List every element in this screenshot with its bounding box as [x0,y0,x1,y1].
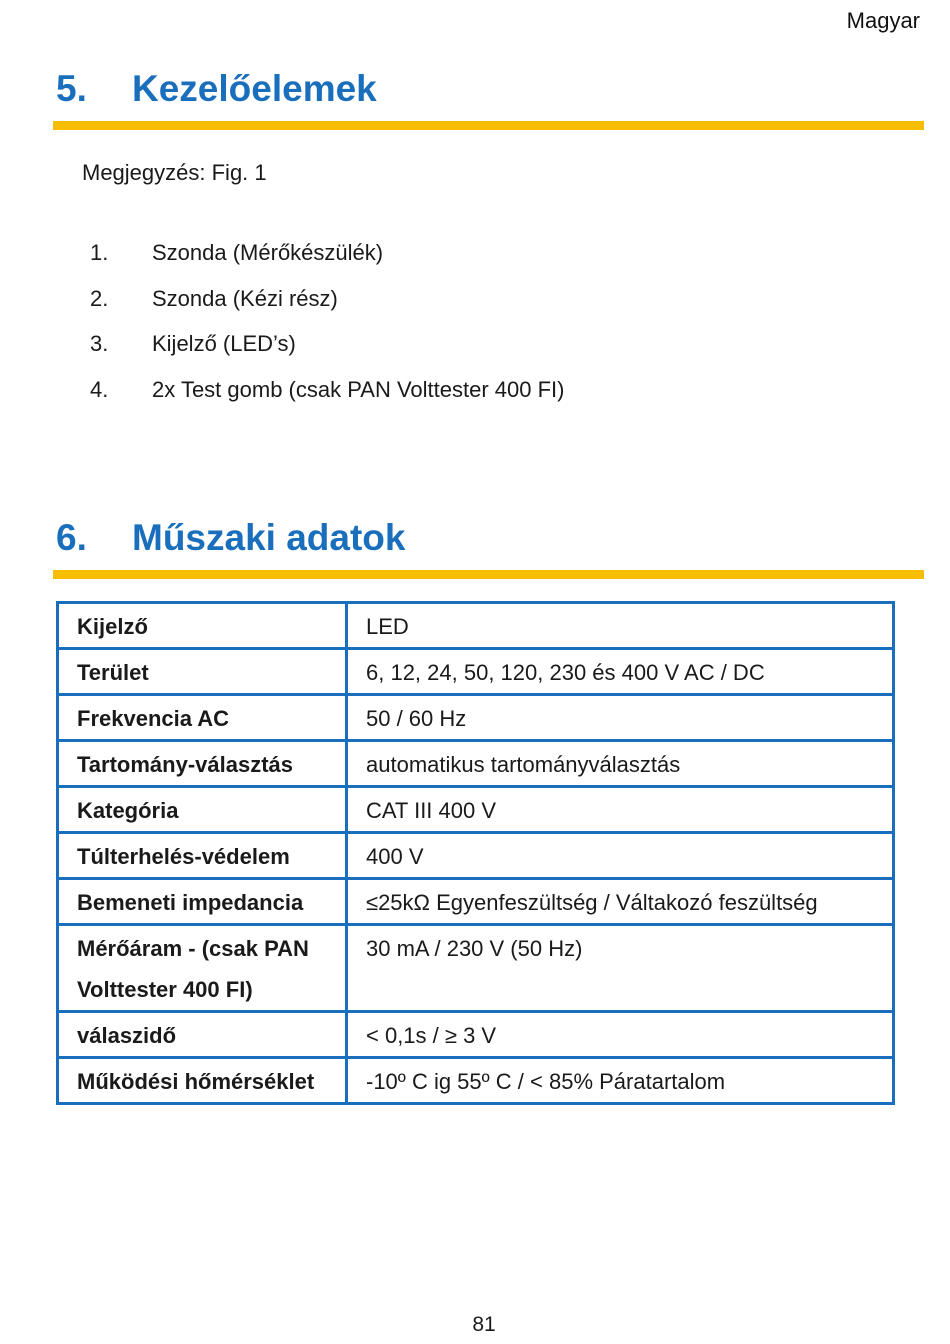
section-6-rule [53,570,924,579]
spec-key: Kijelző [58,603,347,649]
spec-key: Terület [58,649,347,695]
spec-key: Frekvencia AC [58,695,347,741]
figure-note: Megjegyzés: Fig. 1 [82,160,267,185]
table-row [58,1012,894,1058]
list-item [90,331,564,377]
spec-value: LED [347,603,894,649]
spec-key: Tartomány-választás [58,741,347,787]
table-row [58,833,894,879]
list-item-number: 1. [90,240,109,265]
list-item [90,240,564,286]
spec-value: CAT III 400 V [347,787,894,833]
table-row [58,925,894,1012]
spec-value: ≤25kΩ Egyenfeszültség / Váltakozó feszültség [347,879,894,925]
spec-key: Működési hőmérséklet [58,1058,347,1104]
table-row [58,649,894,695]
table-row [58,603,894,649]
section-6-number: 6. [56,517,87,558]
section-6-heading [56,517,405,559]
list-item-number: 4. [90,376,109,402]
spec-value: 400 V [347,833,894,879]
spec-key: Bemeneti impedancia [58,879,347,925]
spec-key: Mérőáram - (csak PAN Volttester 400 FI) [58,925,347,1012]
list-item-text: Kijelző (LED’s) [152,331,296,356]
table-row [58,695,894,741]
list-item [90,377,564,423]
section-5-rule [53,121,924,130]
section-6-title: Műszaki adatok [132,517,406,558]
section-5-number: 5. [56,68,87,109]
spec-key: válaszidő [58,1012,347,1058]
spec-value: 6, 12, 24, 50, 120, 230 és 400 V AC / DC [347,649,894,695]
list-item-number: 3. [90,331,109,356]
table-row [58,741,894,787]
table-row [58,1058,894,1104]
table-row [58,787,894,833]
section-5-heading [56,68,377,110]
spec-table [56,601,895,1105]
spec-value: -10º C ig 55º C / < 85% Páratartalom [347,1058,894,1104]
spec-value: < 0,1s / ≥ 3 V [347,1012,894,1058]
list-item-text: 2x Test gomb (csak PAN Volttester 400 FI) [152,376,565,402]
list-item-text: Szonda (Mérőkészülék) [152,240,384,265]
controls-list [90,240,564,422]
spec-value: 50 / 60 Hz [347,695,894,741]
spec-value: automatikus tartományválasztás [347,741,894,787]
list-item [90,286,564,332]
spec-key: Kategória [58,787,347,833]
section-5-title: Kezelőelemek [132,68,377,109]
page-number: 81 [472,1313,496,1336]
spec-key: Túlterhelés-védelem [58,833,347,879]
spec-value: 30 mA / 230 V (50 Hz) [347,925,894,1012]
list-item-number: 2. [90,285,109,311]
table-row [58,879,894,925]
list-item-text: Szonda (Kézi rész) [152,285,338,311]
language-label: Magyar [846,8,920,33]
